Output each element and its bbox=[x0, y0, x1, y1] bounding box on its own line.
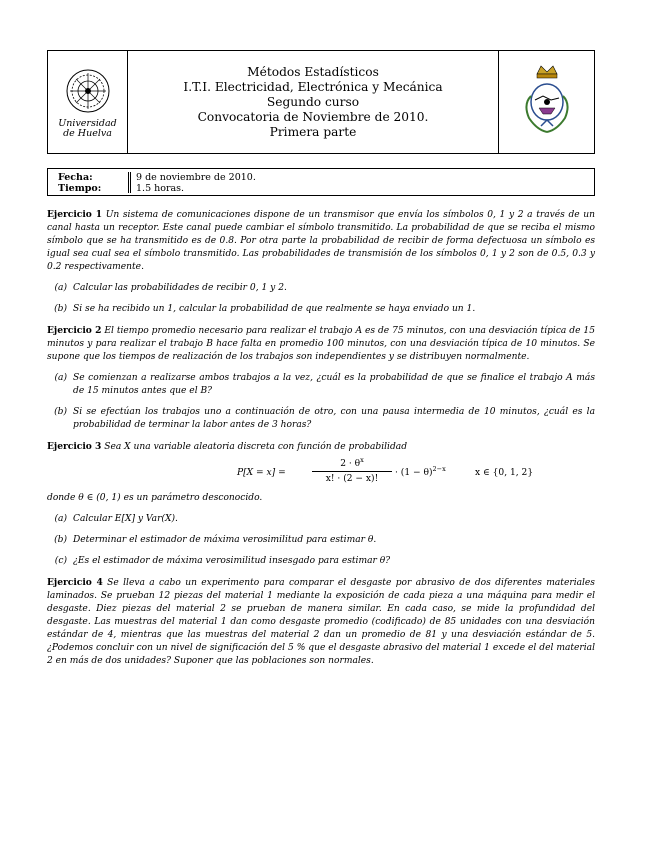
formula-lhs: P[X = x] = bbox=[237, 468, 286, 478]
degree-name: I.T.I. Electricidad, Electrónica y Mecánica bbox=[183, 79, 443, 94]
exercise-3-item-b bbox=[47, 534, 595, 547]
formula-numerator bbox=[312, 458, 392, 472]
tiempo-label: Tiempo: bbox=[58, 183, 102, 194]
rhs-exponent: 2−x bbox=[432, 465, 446, 473]
university-seal-icon bbox=[65, 65, 111, 117]
item-tag: (b) bbox=[54, 407, 67, 417]
exercise-4 bbox=[47, 576, 595, 668]
item-tag: (b) bbox=[54, 535, 67, 545]
exam-part: Primera parte bbox=[269, 124, 357, 139]
divider bbox=[128, 172, 129, 193]
item-tag: (c) bbox=[54, 556, 67, 566]
exercise-3-label: Ejercicio 3 bbox=[47, 441, 102, 452]
exam-session: Convocatoria de Noviembre de 2010. bbox=[197, 109, 429, 124]
school-crest bbox=[498, 51, 594, 153]
exercise-3-statement: Sea X una variable aleatoria discreta con función de probabilidad bbox=[104, 442, 408, 452]
crest-emblem-icon bbox=[517, 62, 577, 142]
exercise-1-statement: Un sistema de comunicaciones dispone de un transmisor que envía los símbolos 0, 1 y 2 a través de un canal hasta un receptor. Este canal puede cambiar el símbolo transmitido. La probabilidad de que se reciba el mismo símbolo que se ha transmitido es de 0.8. Por otra parte la probabilidad de recibir de forma defectuosa un símbolo es igual sea cual sea el símbolo transmitido. Las probabilidades de transmisión de los símbolos 0, 1 y 2 son de 0.5, 0.3 y 0.2 respectivamente. bbox=[47, 210, 595, 272]
exercise-3-item-c bbox=[47, 555, 595, 568]
exercise-3-parameter-note: donde θ ∈ (0, 1) es un parámetro desconocido. bbox=[47, 493, 263, 503]
exercise-2 bbox=[47, 324, 595, 364]
exercise-1-label: Ejercicio 1 bbox=[47, 209, 103, 220]
exercise-2-statement: El tiempo promedio necesario para realizar el trabajo A es de 75 minutos, con una desviación típica de 15 minutos y para realizar el trabajo B hace falta en promedio 100 minutos, con una desviación típica de 10 minutos. Se supone que los tiempos de realización de los trabajos son independientes y se distribuyen normalmente. bbox=[47, 326, 595, 362]
formula-fraction bbox=[312, 458, 392, 485]
university-name-line-2: de Huelva bbox=[63, 128, 112, 139]
item-tag: (a) bbox=[54, 514, 67, 524]
exercise-3-item-a bbox=[47, 513, 595, 526]
item-text: Calcular E[X] y Var(X). bbox=[73, 514, 178, 524]
fecha-value: 9 de noviembre de 2010. bbox=[136, 172, 256, 183]
university-name bbox=[58, 119, 116, 139]
formula-denominator: x! · (2 − x)! bbox=[325, 474, 379, 484]
numerator-exponent: x bbox=[360, 456, 364, 464]
header-title-block bbox=[128, 51, 498, 153]
item-tag: (a) bbox=[54, 373, 67, 383]
item-tag: (a) bbox=[54, 283, 67, 293]
exercise-1-item-a bbox=[47, 282, 595, 295]
exercise-1 bbox=[47, 208, 595, 274]
item-text: Calcular las probabilidades de recibir 0, 1 y 2. bbox=[73, 283, 287, 293]
fecha-label: Fecha: bbox=[58, 172, 93, 183]
course-name: Métodos Estadísticos bbox=[247, 64, 379, 79]
exercise-2-label: Ejercicio 2 bbox=[47, 325, 102, 336]
exam-header bbox=[47, 50, 595, 154]
university-name-line-1: Universidad bbox=[58, 118, 117, 129]
formula-rhs bbox=[395, 467, 446, 480]
course-year: Segundo curso bbox=[266, 94, 360, 109]
exercise-4-label: Ejercicio 4 bbox=[47, 577, 103, 588]
exercise-2-item-b bbox=[47, 406, 595, 432]
item-text: Se comienzan a realizarse ambos trabajos a la vez, ¿cuál es la probabilidad de que se finalice el trabajo A más de 15 minutos antes que el B? bbox=[73, 373, 595, 396]
item-text: ¿Es el estimador de máxima verosimilitud insesgado para estimar θ? bbox=[73, 556, 391, 566]
item-text: Si se ha recibido un 1, calcular la probabilidad de que realmente se haya enviado un 1. bbox=[73, 304, 476, 314]
numerator-base: 2 · θ bbox=[340, 459, 361, 469]
exercise-3 bbox=[47, 440, 595, 454]
exercise-2-item-a bbox=[47, 372, 595, 398]
formula-domain: x ∈ {0, 1, 2} bbox=[475, 468, 534, 478]
exam-info-box bbox=[47, 168, 595, 196]
divider bbox=[130, 172, 131, 193]
university-logo bbox=[48, 51, 128, 153]
rhs-base: · (1 − θ) bbox=[395, 468, 433, 478]
exercise-4-statement: Se lleva a cabo un experimento para comparar el desgaste por abrasivo de dos diferentes materiales laminados. Se prueban 12 piezas del material 1 mediante la exposición de cada pieza a una máquina para medir el desgaste. Diez piezas del material 2 se prueban de manera similar. En cada caso, se mide la profundidad del desgaste. Las muestras del material 1 dan como desgaste promedio (codificado) de 85 unidades con una desviación estándar de 4, mientras que las muestras del material 2 dan un promedio de 81 y una desviación estándar de 5. ¿Podemos concluir con un nivel de significación del 5 % que el desgaste abrasivo del material 1 excede el del material 2 en más de dos unidades? Suponer que las poblaciones son normales. bbox=[47, 578, 595, 666]
probability-formula bbox=[47, 458, 595, 486]
item-text: Determinar el estimador de máxima verosimilitud para estimar θ. bbox=[73, 535, 377, 545]
exercise-1-item-b bbox=[47, 303, 595, 316]
tiempo-value: 1.5 horas. bbox=[136, 183, 185, 194]
exam-content bbox=[47, 208, 595, 676]
item-tag: (b) bbox=[54, 304, 67, 314]
item-text: Si se efectúan los trabajos uno a continuación de otro, con una pausa intermedia de 10 minutos, ¿cuál es la probabilidad de terminar la labor antes de 3 horas? bbox=[73, 407, 595, 430]
